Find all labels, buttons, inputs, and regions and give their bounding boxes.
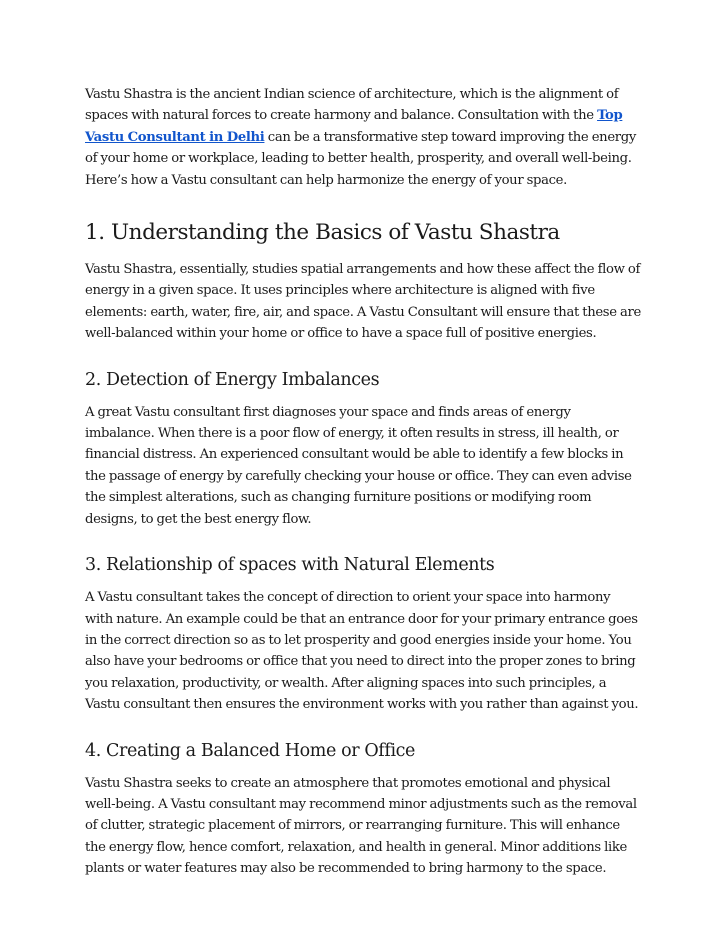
section-4-heading: 4. Creating a Balanced Home or Office — [85, 740, 416, 761]
section-3-heading: 3. Relationship of spaces with Natural Elements — [85, 555, 495, 576]
section-1-heading: 1. Understanding the Basics of Vastu Shastra — [85, 220, 560, 246]
intro-text-after-link: can be a transformative step toward improving the energy of your home or workplace, leading to better health, prosperity, and overall well-being. Here’s how a Vastu consultant can help harmonize the energy of your space. — [85, 129, 636, 188]
top-vastu-consultant-link[interactable]: Top Vastu Consultant in Delhi — [85, 108, 623, 145]
section-2-body: A great Vastu consultant first diagnoses your space and finds areas of energy imbalance. When there is a poor flow of energy, it often results in stress, ill health, or financial distress. An experienced consultant would be able to identify a few blocks in the passage of energy by carefully checking your house or office. They can even advise the simplest alterations, such as changing furniture positions or modifying room designs, to get the best energy flow. — [85, 404, 632, 527]
section-4-body: Vastu Shastra seeks to create an atmosphere that promotes emotional and physical well-being. A Vastu consultant may recommend minor adjustments such as the removal of clutter, strategic placement of mirrors, or rearranging furniture. This will enhance the energy flow, hence comfort, relaxation, and health in general. Minor additions like plants or water features may also be recommended to bring harmony to the space. — [85, 775, 637, 877]
document-page — [85, 84, 641, 880]
intro-paragraph — [85, 84, 641, 191]
section-2-heading: 2. Detection of Energy Imbalances — [85, 369, 380, 390]
section-1-body: Vastu Shastra, essentially, studies spatial arrangements and how these affect the flow of energy in a given space. It uses principles where architecture is aligned with five elements: earth, water, fire, air, and space. A Vastu Consultant will ensure that these are well-balanced within your home or office to have a space full of positive energies. — [85, 262, 641, 342]
intro-text-before-link: Vastu Shastra is the ancient Indian science of architecture, which is the alignment of spaces with natural forces to create harmony and balance. Consultation with the — [85, 87, 619, 124]
section-3-body: A Vastu consultant takes the concept of direction to orient your space into harmony with nature. An example could be that an entrance door for your primary entrance goes in the correct direction so as to let prosperity and good energies inside your home. You also have your bedrooms or office that you need to direct into the proper zones to bring you relaxation, productivity, or wealth. After aligning spaces into such principles, a Vastu consultant then ensures the environment works with you rather than against you. — [85, 590, 639, 713]
